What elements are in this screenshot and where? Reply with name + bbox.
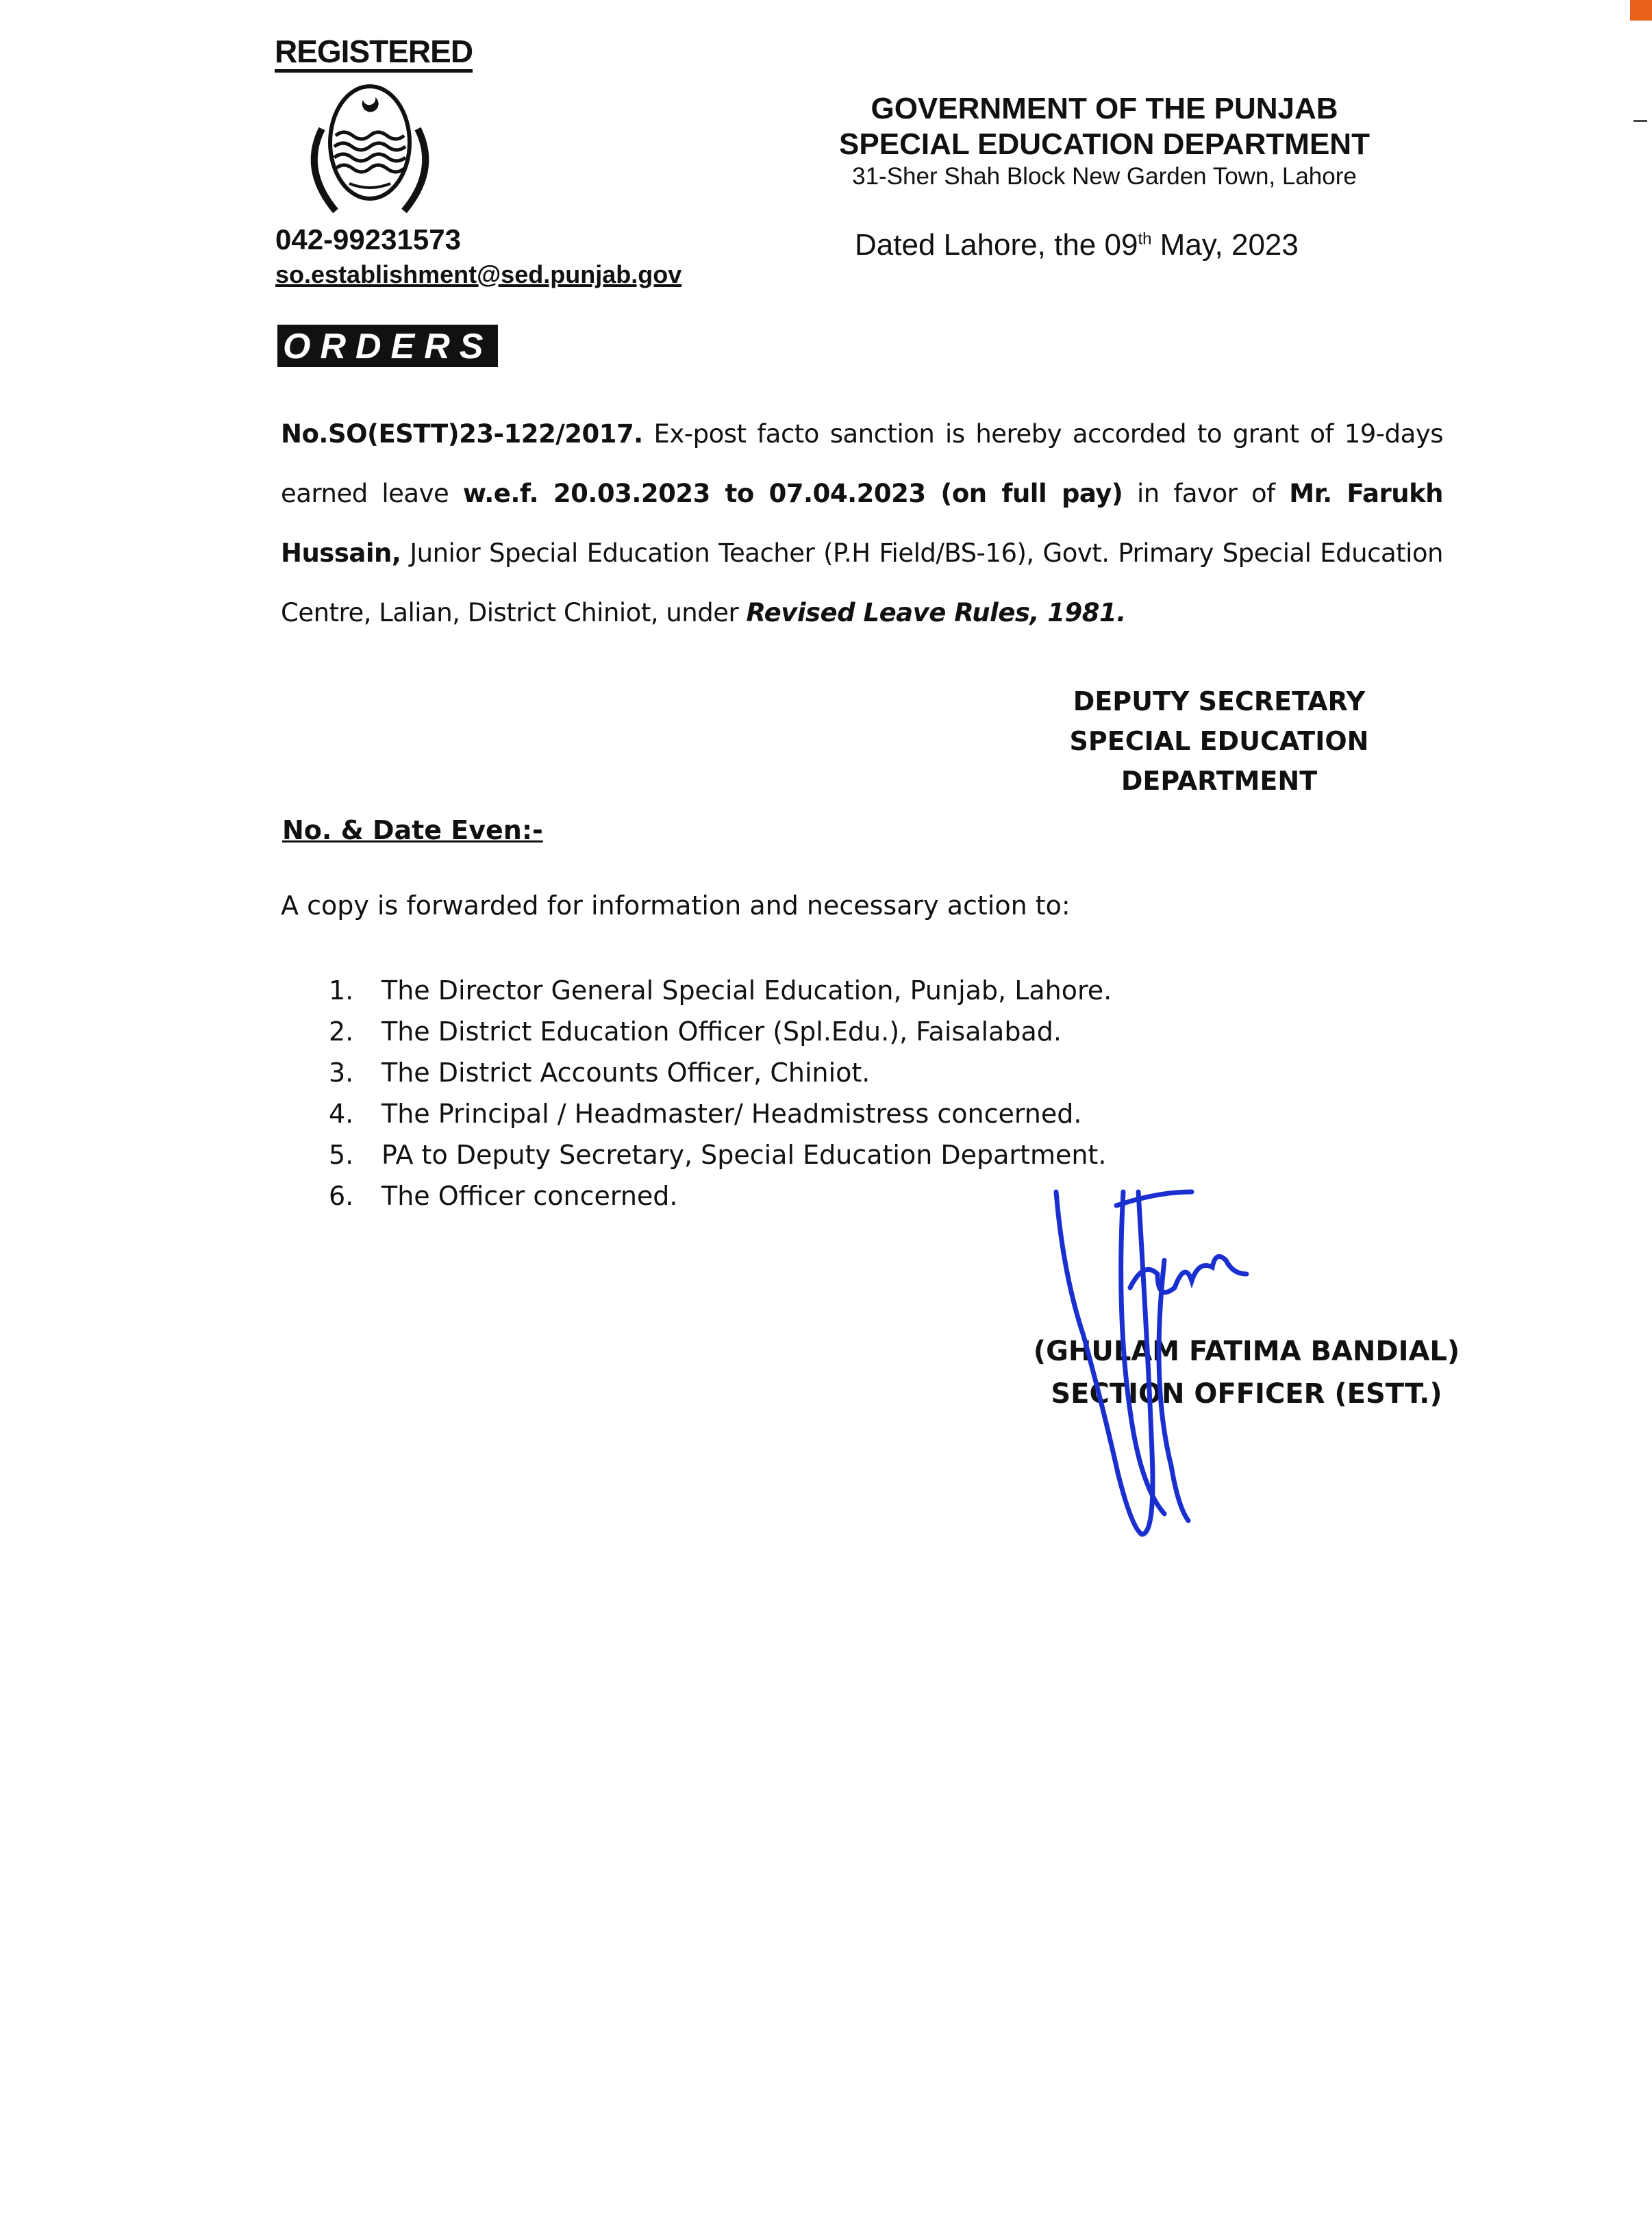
punjab-emblem-logo [281, 81, 459, 225]
leave-rules: Revised Leave Rules, 1981. [746, 598, 1126, 627]
item-text: The Director General Special Education, Punjab, Lahore. [381, 975, 1112, 1006]
order-text-3: Junior Special Education Teacher (P.H Field/BS-16), Govt. Primary Special Education Centre, Lalian, District Chiniot, under [281, 538, 1443, 627]
item-number: 1. [329, 975, 354, 1006]
item-number: 3. [329, 1058, 354, 1088]
item-text: The Officer concerned. [381, 1181, 678, 1211]
date-line [855, 228, 1299, 262]
list-item [329, 1011, 1112, 1052]
no-date-even-heading: No. & Date Even:- [282, 815, 543, 845]
registered-label: REGISTERED [275, 34, 473, 73]
signatory-name: (GHULAM FATIMA BANDIAL) [1033, 1336, 1460, 1367]
list-item [329, 1175, 1112, 1217]
recipient-list [329, 970, 1112, 1217]
government-title: GOVERNMENT OF THE PUNJAB [871, 92, 1338, 125]
item-text: The District Accounts Officer, Chiniot. [381, 1058, 871, 1088]
leave-period: w.e.f. 20.03.2023 to 07.04.2023 (on full pay) [462, 479, 1123, 508]
orders-heading: ORDERS [277, 325, 498, 367]
item-text: PA to Deputy Secretary, Special Education Department. [381, 1140, 1107, 1170]
ds-line: DEPUTY SECRETARY [1073, 686, 1366, 716]
date-rest: May, 2023 [1151, 228, 1299, 262]
item-number: 5. [329, 1140, 354, 1170]
ds-line: DEPARTMENT [1121, 766, 1318, 796]
order-number: No.SO(ESTT)23-122/2017. [281, 419, 643, 449]
item-number: 6. [329, 1181, 354, 1211]
item-text: The District Education Officer (Spl.Edu.), Faisalabad. [381, 1016, 1062, 1047]
list-item [329, 1093, 1112, 1134]
list-item [329, 1134, 1112, 1175]
department-title: SPECIAL EDUCATION DEPARTMENT [839, 127, 1370, 161]
scan-mark [1634, 120, 1647, 122]
employee-name: Mr. Farukh Hussain, [281, 479, 1444, 568]
signatory-title: SECTION OFFICER (ESTT.) [1051, 1378, 1442, 1410]
email-address: so.establishment@sed.punjab.gov [275, 260, 682, 288]
list-item [329, 1052, 1112, 1093]
order-text-2: in favor of [1123, 479, 1290, 508]
date-prefix: Dated Lahore, the 09 [855, 228, 1138, 262]
item-number: 4. [329, 1099, 354, 1129]
list-item [329, 970, 1112, 1011]
date-suffix-sup: th [1138, 229, 1152, 249]
item-number: 2. [329, 1016, 354, 1047]
deputy-secretary-block [1014, 682, 1425, 801]
ds-line: SPECIAL EDUCATION [1069, 726, 1369, 756]
copy-intro: A copy is forwarded for information and necessary action to: [281, 890, 1071, 921]
department-address: 31-Sher Shah Block New Garden Town, Lahore [852, 163, 1357, 190]
order-paragraph [281, 404, 1443, 643]
handwritten-signature [1027, 1178, 1301, 1541]
item-text: The Principal / Headmaster/ Headmistress concerned. [381, 1099, 1082, 1129]
phone-number: 042-99231573 [275, 223, 461, 255]
order-text-1: Ex-post facto sanction is hereby accorded to grant of 19-days earned leave [281, 419, 1443, 508]
page-corner-mark [1630, 0, 1652, 21]
